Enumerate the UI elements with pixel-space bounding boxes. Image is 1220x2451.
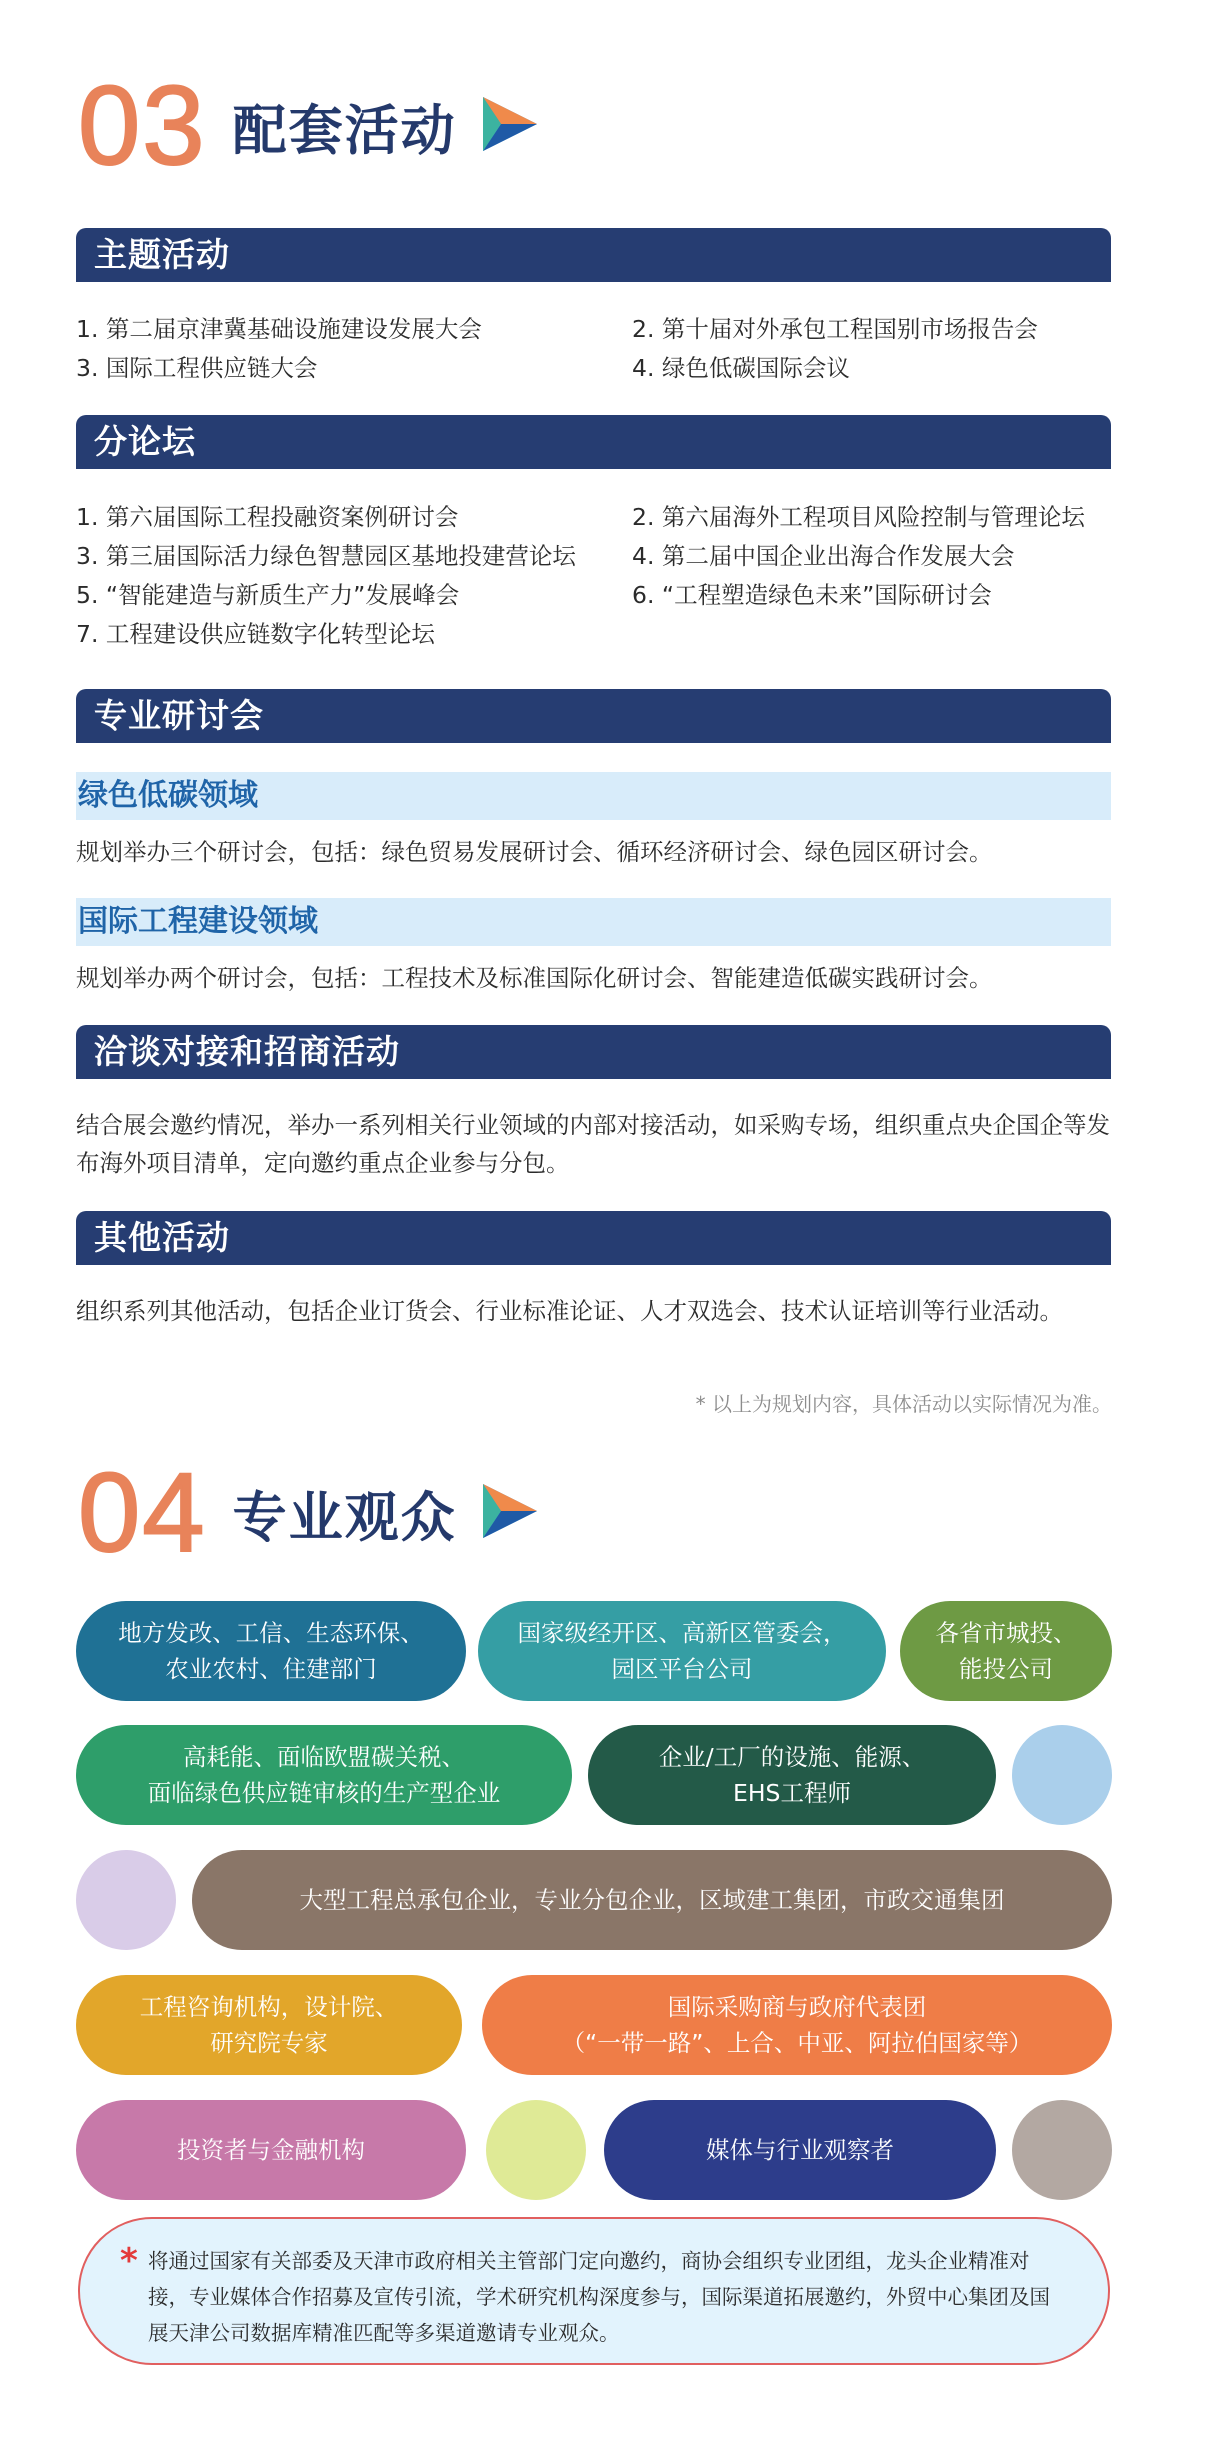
planning-note: * 以上为规划内容，具体活动以实际情况为准。 (695, 1392, 1112, 1416)
list-item: 1. 第六届国际工程投融资案例研讨会 (76, 503, 459, 531)
decorative-dot (1012, 1725, 1112, 1825)
list-item: 6. “工程塑造绿色未来”国际研讨会 (632, 581, 992, 609)
play-logo-icon (479, 93, 541, 159)
audience-pill-dev-zones: 国家级经开区、高新区管委会， 园区平台公司 (478, 1601, 886, 1701)
decorative-dot (486, 2100, 586, 2200)
audience-pill-consulting: 工程咨询机构，设计院、 研究院专家 (76, 1975, 462, 2075)
other-activities-header: 其他活动 (76, 1211, 1111, 1265)
seminar-header: 专业研讨会 (76, 689, 1111, 743)
decorative-dot (1012, 2100, 1112, 2200)
intl-field-text: 规划举办两个研讨会，包括：工程技术及标准国际化研讨会、智能建造低碳实践研讨会。 (76, 964, 993, 992)
forum-list (76, 502, 1111, 649)
list-item: 3. 国际工程供应链大会 (76, 354, 318, 382)
list-item: 2. 第六届海外工程项目风险控制与管理论坛 (632, 503, 1085, 531)
matchmaking-header: 洽谈对接和招商活动 (76, 1025, 1111, 1079)
decorative-dot (76, 1850, 176, 1950)
audience-pill-government: 地方发改、工信、生态环保、 农业农村、住建部门 (76, 1601, 466, 1701)
theme-activities-list (76, 314, 1111, 383)
audience-pill-contractors: 大型工程总承包企业，专业分包企业，区域建工集团，市政交通集团 (192, 1850, 1112, 1950)
list-item: 4. 绿色低碳国际会议 (632, 354, 850, 382)
section-title: 配套活动 (232, 98, 457, 162)
section-03-header (78, 63, 541, 188)
list-item: 3. 第三届国际活力绿色智慧园区基地投建营论坛 (76, 542, 576, 570)
section-number: 04 (78, 1450, 207, 1575)
list-item: 7. 工程建设供应链数字化转型论坛 (76, 620, 435, 648)
intl-field-title: 国际工程建设领域 (76, 898, 1111, 946)
section-number: 03 (78, 63, 207, 188)
list-item: 2. 第十届对外承包工程国别市场报告会 (632, 315, 1038, 343)
audience-pill-media: 媒体与行业观察者 (604, 2100, 996, 2200)
audience-pill-manufacturers: 高耗能、面临欧盟碳关税、 面临绿色供应链审核的生产型企业 (76, 1725, 572, 1825)
matchmaking-text: 结合展会邀约情况，举办一系列相关行业领域的内部对接活动，如采购专场，组织重点央企国企等发布海外项目清单，定向邀约重点企业参与分包。 (76, 1111, 1110, 1177)
section-04-header (78, 1450, 541, 1575)
audience-pill-engineers: 企业/工厂的设施、能源、 EHS工程师 (588, 1725, 996, 1825)
section-title: 专业观众 (232, 1485, 457, 1549)
list-item: 4. 第二届中国企业出海合作发展大会 (632, 542, 1015, 570)
play-logo-icon (479, 1480, 541, 1546)
green-field-text: 规划举办三个研讨会，包括：绿色贸易发展研讨会、循环经济研讨会、绿色园区研讨会。 (76, 838, 993, 866)
asterisk-icon: * (120, 2241, 138, 2281)
other-activities-text: 组织系列其他活动，包括企业订货会、行业标准论证、人才双选会、技术认证培训等行业活动。 (76, 1297, 1063, 1325)
invitation-callout (78, 2217, 1110, 2365)
theme-activities-header: 主题活动 (76, 228, 1111, 282)
forum-header: 分论坛 (76, 415, 1111, 469)
invitation-text: 将通过国家有关部委及天津市政府相关主管部门定向邀约，商协会组织专业团组，龙头企业精准对接，专业媒体合作招募及宣传引流，学术研究机构深度参与，国际渠道拓展邀约，外贸中心集团及国展天津公司数据库精准匹配等多渠道邀请专业观众。 (148, 2249, 1050, 2345)
audience-pill-investors: 投资者与金融机构 (76, 2100, 466, 2200)
list-item: 5. “智能建造与新质生产力”发展峰会 (76, 581, 460, 609)
audience-pill-city-investment: 各省市城投、 能投公司 (900, 1601, 1112, 1701)
list-item: 1. 第二届京津冀基础设施建设发展大会 (76, 315, 482, 343)
audience-pill-intl-buyers: 国际采购商与政府代表团 （“一带一路”、上合、中亚、阿拉伯国家等） (482, 1975, 1112, 2075)
green-field-title: 绿色低碳领域 (76, 772, 1111, 820)
